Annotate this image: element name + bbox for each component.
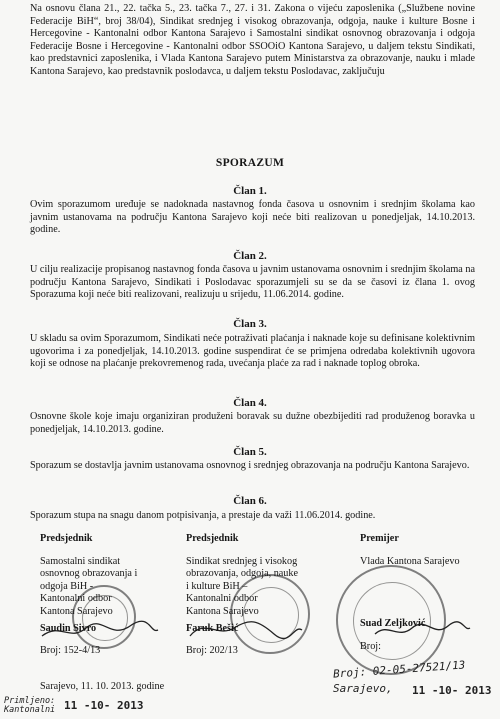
signatory-2-role: Predsjednik [186, 533, 239, 544]
signatory-1-role: Predsjednik [40, 533, 93, 544]
article-2-text: U cilju realizacije propisanog nastavnog fonda časova u javnim ustanovama osnovnim i srednjim školama na području Kantona Sarajevo, Sindikati i Poslodavac sporazumjeli su se da se časovi iz člana 1. ovog Sporazuma koji neće biti realizovani, realizuju u srijedu, 11.06.2014. godine. [30, 264, 475, 301]
handwritten-reference-number: Broj: 02-05-27521/13 [332, 658, 466, 681]
article-2-heading: Član 2. [233, 250, 267, 262]
article-5-text: Sporazum se dostavlja javnim ustanovama osnovnog i srednjeg obrazovanja na području Kantona Sarajevo. [30, 460, 470, 471]
signatory-1-org-line: osnovnog obrazovanja i [40, 568, 138, 580]
article-5-heading: Član 5. [233, 446, 267, 458]
handwritten-received-note: Primljeno: Kantonalni [4, 696, 56, 715]
article-4-text: Osnovne škole koje imaju organiziran produženi boravak su dužne obezbijediti rad produženog boravka u ponedjeljak, 14.10.2013. godine. [30, 411, 475, 435]
handwritten-date-stamp-right: 11 -10- 2013 [412, 684, 492, 697]
article-1-text: Ovim sporazumom uređuje se nadoknada nastavnog fonda časova u osnovnim i srednjim školama kao javnim ustanovama na području Kantona Sarajevo koji neće biti realizovan u ponedjeljak, 14.10.2013. godine. [30, 199, 475, 236]
article-3-text: U skladu sa ovim Sporazumom, Sindikati neće potraživati plaćanja i naknade koje su definisane kolektivnim ugovorima i za ponedjeljak, 14.10.2013. godine suspendirat će se primjena odredaba kolektivnih ugovora koji se odnose na plaćanje prekovremenog rada, uvećanja plaće za rad i naknade toplog obroka. [30, 333, 475, 370]
signatory-2-org-line: Kantonalni odbor [186, 593, 258, 605]
signatory-1-org-line: Samostalni sindikat [40, 555, 121, 567]
signatory-3-reference: Broj: [360, 640, 381, 652]
signatory-3-org-line: Vlada Kantona Sarajevo [360, 555, 460, 567]
signatory-3 [360, 533, 490, 653]
signatory-2 [186, 533, 346, 658]
signatory-1-org-line: Kantona Sarajevo [40, 605, 113, 617]
signatory-2-name: Faruk Bešić [186, 622, 239, 634]
signatory-2-org-line: obrazovanja, odgoja, nauke [186, 568, 299, 580]
intro-paragraph: Na osnovu člana 21., 22. tačka 5., 23. tačka 7., 27. i 31. Zakona o vijeću zaposlenika („Službene novine Federacije BiH“, broj 38/04), Sindikat srednjeg i visokog obrazovanja, odgoja, nauke i kulture Bosne i Hercegovine - Kantonalni odbor Kantona Sarajevo i Samostalni sindikat osnovnog obrazovanja i odgoja Federacije Bosne i Hercegovine - Kantonalni odbor SSOOiO Kantona Sarajevo, u daljem tekstu Sindikati, kao predstavnici zaposlenika, i Vlada Kantona Sarajevo putem Ministarstva za obrazovanje, nauku i mlade Kantona Sarajevo, kao predstavnik poslodavca, u daljem tekstu Poslodavac, zaključuju [30, 3, 475, 77]
handwritten-place: Sarajevo, [333, 682, 393, 695]
signatory-2-org-line: i kulture BiH – [186, 580, 248, 592]
article-4-heading: Član 4. [233, 397, 267, 409]
signatory-3-name: Suad Zeljković [360, 618, 426, 630]
handwritten-date-stamp-left: 11 -10- 2013 [64, 699, 144, 712]
article-3-heading: Član 3. [233, 318, 267, 330]
signatory-2-org-line: Kantona Sarajevo [186, 605, 259, 617]
document-title: SPORAZUM [215, 157, 285, 169]
signatory-1-org-line: Kantonalni odbor [40, 593, 112, 605]
article-6-heading: Član 6. [233, 495, 267, 507]
signatory-1 [40, 533, 180, 658]
signatory-1-reference: Broj: 152-4/13 [40, 645, 101, 657]
signatory-1-name: Saudin Sivro [40, 622, 97, 634]
article-1-heading: Član 1. [233, 185, 267, 197]
signatory-3-role: Premijer [360, 533, 399, 544]
signatory-2-org-line: Sindikat srednjeg i visokog [186, 555, 298, 567]
signatory-2-reference: Broj: 202/13 [186, 645, 238, 657]
signatory-1-org-line: odgoja BiH - [40, 580, 94, 592]
article-6-text: Sporazum stupa na snagu danom potpisivanja, a prestaje da važi 11.06.2014. godine. [30, 510, 376, 521]
date-line: Sarajevo, 11. 10. 2013. godine [40, 681, 165, 692]
